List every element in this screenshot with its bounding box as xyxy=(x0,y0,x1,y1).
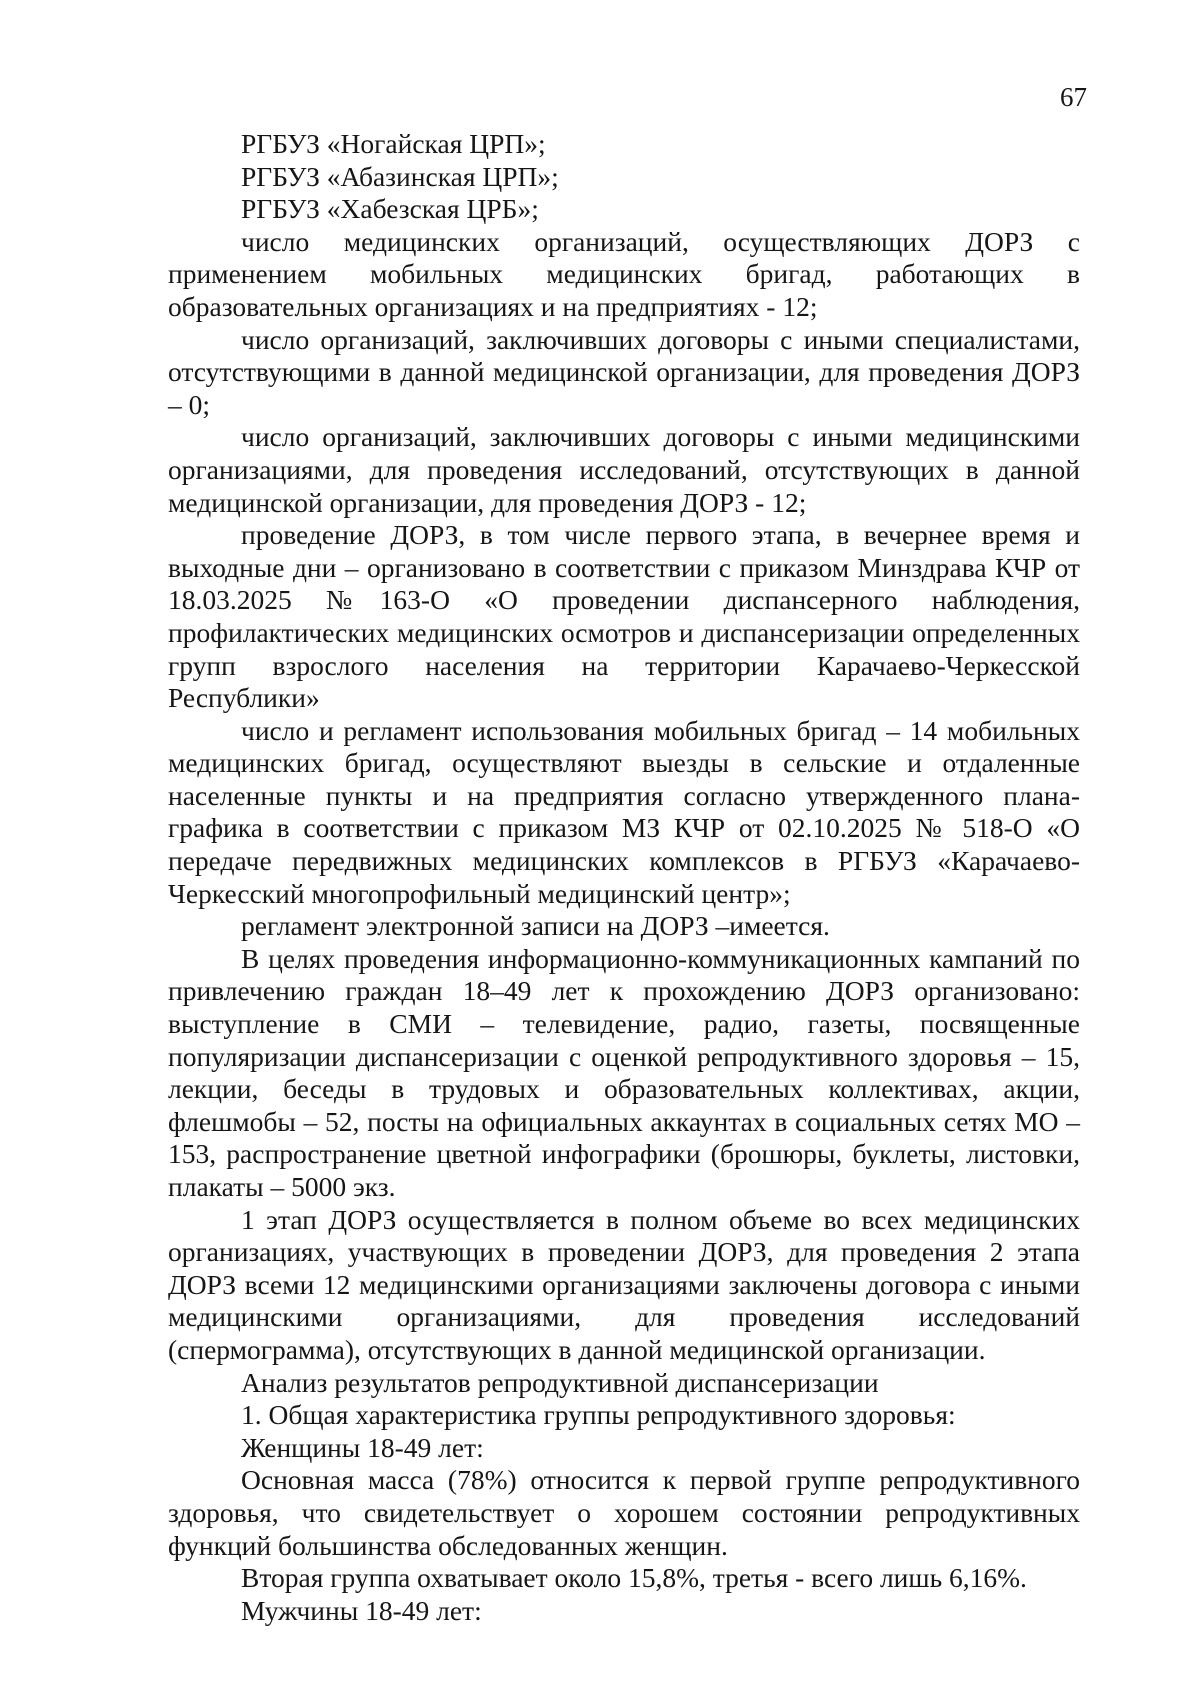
document-body xyxy=(168,128,1080,1627)
paragraph: В целях проведения информационно-коммуникационных кампаний по привлечению граждан 18–49 лет к прохождению ДОРЗ организовано: выступление в СМИ – телевидение, радио, газеты, посвященные популяризации диспансеризации с оценкой репродуктивного здоровья – 15, лекции, беседы в трудовых и образовательных коллективах, акции, флешмобы – 52, посты на официальных аккаунтах в социальных сетях МО – 153, распространение цветной инфографики (брошюры, буклеты, листовки, плакаты – 5000 экз. xyxy=(168,942,1080,1202)
paragraph: Вторая группа охватывает около 15,8%, третья - всего лишь 6,16%. xyxy=(241,1562,1027,1594)
group-heading-women: Женщины 18-49 лет: xyxy=(241,1431,484,1463)
group-heading-men: Мужчины 18-49 лет: xyxy=(241,1594,482,1626)
paragraph: число организаций, заключивших договоры с иными специалистами, отсутствующими в данной медицинской организации, для проведения ДОРЗ – 0; xyxy=(168,323,1080,420)
paragraph: проведение ДОРЗ, в том числе первого этапа, в вечернее время и выходные дни – организовано в соответствии с приказом Минздрава КЧР от 18.03.2025 №163-О «О проведении диспансерного наблюдения, профилактических медицинских осмотров и диспансеризации определенных групп взрослого населения на территории Карачаево-Черкесской Республики» xyxy=(168,519,1080,714)
paragraph-list-item: РГБУЗ «Абазинская ЦРП»; xyxy=(241,160,559,192)
paragraph: Основная масса (78%) относится к первой группе репродуктивного здоровья, что свидетельствует о хорошем состоянии репродуктивных функций большинства обследованных женщин. xyxy=(168,1464,1080,1561)
paragraph: 1 этап ДОРЗ осуществляется в полном объеме во всех медицинских организациях, участвующих в проведении ДОРЗ, для проведения 2 этапа ДОРЗ всеми 12 медицинскими организациями заключены договора с иными медицинскими организациями, для проведения исследований (спермограмма), отсутствующих в данной медицинской организации. xyxy=(168,1203,1080,1365)
paragraph: число организаций, заключивших договоры с иными медицинскими организациями, для проведения исследований, отсутствующих в данной медицинской организации, для проведения ДОРЗ - 12; xyxy=(168,421,1080,518)
paragraph: регламент электронной записи на ДОРЗ –имеется. xyxy=(241,910,830,942)
subsection-heading: 1. Общая характеристика группы репродуктивного здоровья: xyxy=(241,1399,956,1431)
section-heading: Анализ результатов репродуктивной диспансеризации xyxy=(241,1366,879,1398)
paragraph-list-item: РГБУЗ «Хабезская ЦРБ»; xyxy=(241,193,539,225)
paragraph: число медицинских организаций, осуществляющих ДОРЗ с применением мобильных медицинских бригад, работающих в образовательных организациях и на предприятиях - 12; xyxy=(168,225,1080,322)
paragraph: число и регламент использования мобильных бригад – 14 мобильных медицинских бригад, осуществляют выезды в сельские и отдаленные населенные пункты и на предприятия согласно утвержденного плана-графика в соответствии с приказом МЗ КЧР от 02.10.2025 № 518-О «О передаче передвижных медицинских комплексов в РГБУЗ «Карачаево-Черкесский многопрофильный медицинский центр»; xyxy=(168,714,1080,909)
page-number: 67 xyxy=(1060,82,1087,112)
paragraph-list-item: РГБУЗ «Ногайская ЦРП»; xyxy=(241,128,546,159)
